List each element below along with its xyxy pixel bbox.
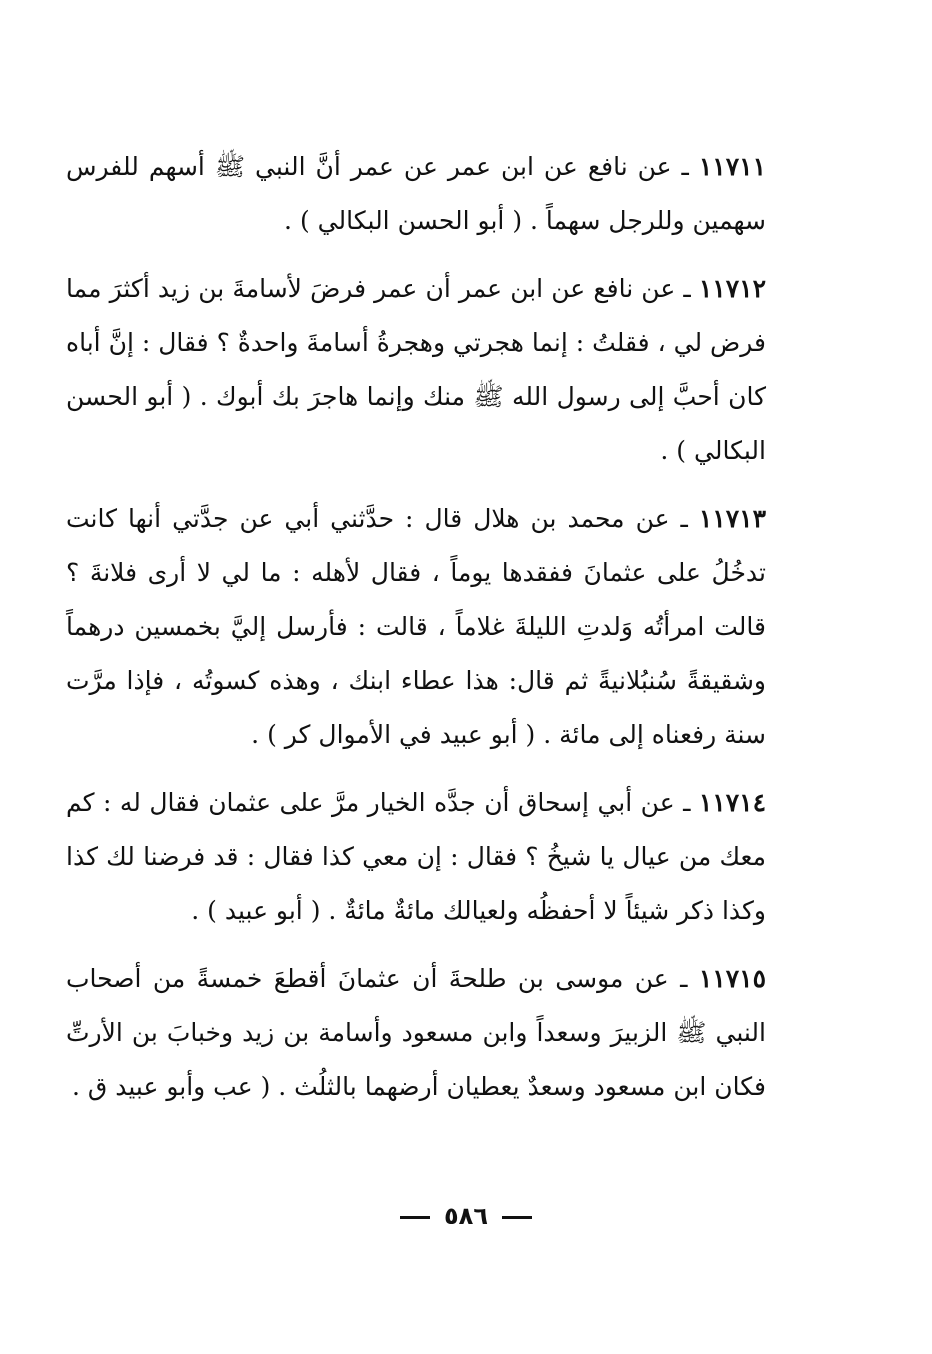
- entry-number: ١١٧١٥: [698, 964, 766, 993]
- hadith-entry: [66, 776, 766, 938]
- entry-text: ـ عن نافع عن ابن عمر عن عمر أنَّ النبي ﷺ أسهم للفرس سهمين وللرجل سهماً . ( أبو الحسن البكالي ) .: [66, 152, 766, 235]
- entry-text: ـ عن موسى بن طلحةَ أن عثمانَ أقطعَ خمسةً من أصحاب النبي ﷺ الزبيرَ وسعداً وابن مسعود وأسامة بن زيد وخبابَ بن الأرتِّ فكان ابن مسعود وسعدٌ يعطيان أرضهما بالثلُث . ( عب وأبو عبيد ق .: [66, 964, 766, 1101]
- footer-dash-right: [400, 1216, 430, 1219]
- page-body: [66, 140, 766, 1128]
- hadith-entry: [66, 492, 766, 762]
- entry-text: ـ عن نافع عن ابن عمر أن عمر فرضَ لأسامةَ بن زيد أكثرَ مما فرض لي ، فقلتُ : إنما هجرتي وهجرةُ أسامةَ واحدةٌ ؟ فقال : إنَّ أباه كان أحبَّ إلى رسول الله ﷺ منك وإنما هاجرَ بك أبوك . ( أبو الحسن البكالي ) .: [66, 274, 766, 465]
- entry-number: ١١٧١٤: [698, 788, 767, 817]
- entry-text: ـ عن محمد بن هلال قال : حدَّثني أبي عن جدَّتي أنها كانت تدخُلُ على عثمانَ ففقدها يوماً ، فقال لأهله : ما لي لا أرى فلانةَ ؟ قالت امرأتُه وَلدتِ الليلةَ غلاماً ، قالت : فأرسل إليَّ بخمسين درهماً وشقيقةً سُنبُلانيةً ثم قال: هذا عطاء ابنك ، وهذه كسوتُه ، فإذا مرَّت سنة رفعناه إلى مائة . ( أبو عبيد في الأموال كر ) .: [66, 504, 766, 749]
- footer-dash-left: [502, 1216, 532, 1219]
- hadith-entry: [66, 952, 766, 1114]
- entry-text: ـ عن أبي إسحاق أن جدَّه الخيار مرَّ على عثمان فقال له : كم معك من عيال يا شيخُ ؟ فقال : إن معي كذا فقال : قد فرضنا لك كذا وكذا ذكر شيئاً لا أحفظُه ولعيالك مائةٌ مائةٌ . ( أبو عبيد ) .: [66, 788, 766, 925]
- hadith-entry: [66, 140, 766, 248]
- entry-number: ١١٧١٢: [698, 274, 766, 303]
- page-number: ٥٨٦: [444, 1202, 488, 1230]
- entry-number: ١١٧١١: [698, 152, 766, 181]
- entry-number: ١١٧١٣: [698, 504, 766, 533]
- page-footer: [0, 1202, 932, 1230]
- hadith-entry: [66, 262, 766, 478]
